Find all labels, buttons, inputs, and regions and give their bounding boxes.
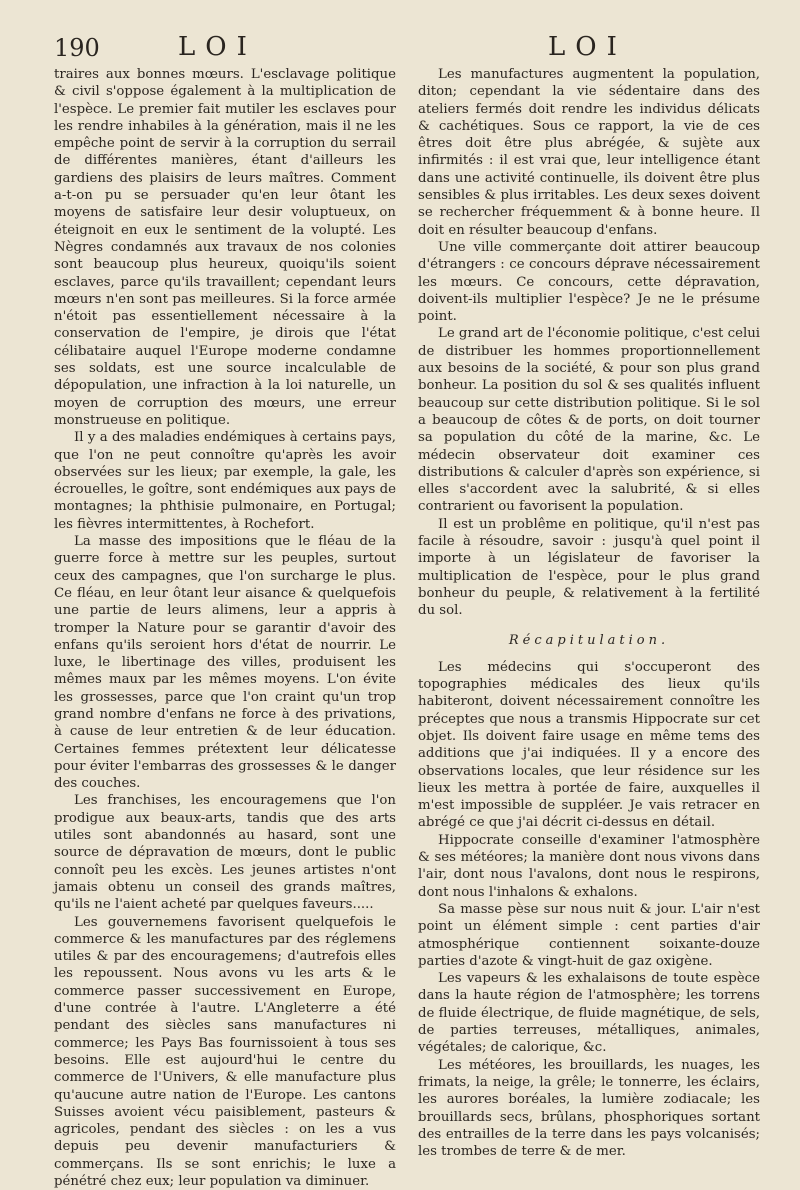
- paragraph: Les médecins qui s'occuperont des topographies médicales des lieux qu'ils habiteront, doivent nécessairement connoître les préceptes que nous a transmis Hippocrate sur cet objet. Ils doivent faire usage en même tems des additions que j'ai indiquées. Il y a encore des observations locales, que leur résidence sur les lieux les mettra à portée de faire, auxquelles il m'est impossible de suppléer. Je vais retracer en abrégé ce que j'ai décrit ci-dessus en détail.: [418, 659, 760, 831]
- page-header: [0, 30, 800, 70]
- paragraph: Les gouvernemens favorisent quelquefois le commerce & les manufactures par des réglemens utiles & par des encouragemens; d'autrefois elles les repoussent. Nous avons vu les arts & le commerce passer successivement en Europe, d'une contrée à l'autre. L'Angleterre a été pendant des siècles sans manufactures ni commerce; les Pays Bas fournissoient à tous ses besoins. Elle est aujourd'hui le centre du commerce de l'Univers, & elle manufacture plus qu'aucune autre nation de l'Europe. Les cantons Suisses avoient vécu paisiblement, pasteurs & agricoles, pendant des siècles : on les a vus depuis peu devenir manufacturiers & commerçans. Ils se sont enrichis; le luxe a pénétré chez eux; leur population va diminuer.: [54, 914, 396, 1189]
- paragraph: traires aux bonnes mœurs. L'esclavage politique & civil s'oppose également à la multiplication de l'espèce. Le premier fait mutiler les esclaves pour les rendre inhabiles à la génération, mais il ne les empêche point de servir à la corruption du serrail de différentes manières, étant d'ailleurs les gardiens des plaisirs de leurs maîtres. Comment a-t-on pu se persuader qu'en leur ôtant les moyens de satisfaire leur desir voluptueux, on éteignoit en eux le sentiment de la volupté. Les Nègres condamnés aux travaux de nos colonies sont beaucoup plus heureux, quoiqu'ils soient esclaves, parce qu'ils travaillent; cependant leurs mœurs n'en sont pas meilleures. Si la force armée n'étoit pas essentiellement nécessaire à la conservation de l'empire, je dirois que l'état célibataire auquel l'Europe moderne condamne ses soldats, est une source incalculable de dépopulation, une infraction à la loi naturelle, un moyen de corruption des mœurs, une erreur monstrueuse en politique.: [54, 67, 396, 428]
- paragraph: Sa masse pèse sur nous nuit & jour. L'air n'est point un élément simple : cent parties d'air atmosphérique contiennent soixante-douze parties d'azote & vingt-huit de gaz oxigène.: [418, 901, 760, 969]
- section-heading: Récapitulation.: [508, 632, 670, 648]
- paragraph: La masse des impositions que le fléau de la guerre force à mettre sur les peuples, surtout ceux des campagnes, que l'on surcharge le plus. Ce fléau, en leur ôtant leur aisance & quelquefois une partie de leurs alimens, leur a appris à tromper la Nature pour se garantir d'avoir des enfans qu'ils seroient hors d'état de nourrir. Le luxe, le libertinage des villes, produisent les mêmes maux par les mêmes moyens. L'on évite les grossesses, parce que l'on craint qu'un trop grand nombre d'enfans ne force à des privations, à cause de leur entretien & de leur éducation. Certaines femmes prétextent leur délicatesse pour éviter l'embarras des grossesses & le danger des couches.: [54, 534, 396, 792]
- paragraph: Les manufactures augmentent la population, diton; cependant la vie sédentaire dans des ateliers fermés doit rendre les individus délicats & cachétiques. Sous ce rapport, la vie de ces êtres doit être plus abrégée, & sujète aux infirmités : il est vrai que, leur intelligence étant dans une activité continuelle, ils doivent être plus sensibles & plus irritables. Les deux sexes doivent se rechercher fréquemment & à bonne heure. Il doit en résulter beaucoup d'enfans.: [418, 67, 760, 238]
- page-number: 190: [54, 34, 100, 62]
- paragraph: Le grand art de l'économie politique, c'est celui de distribuer les hommes proportionnellement aux besoins de la société, & pour son plus grand bonheur. La position du sol & ses qualités influent beaucoup sur cette distribution politique. Si le sol a beaucoup de côtes & de ports, on doit tourner sa population du côté de la marine, &c. Le médecin observateur doit examiner ces distributions & calculer d'après son expérience, si elles s'accordent avec la salubrité, & si elles contrarient ou favorisent la population.: [418, 326, 761, 515]
- paragraph: Les franchises, les encouragemens que l'on prodigue aux beaux-arts, tandis que des arts utiles sont abandonnés au hasard, sont une source de dépravation de mœurs, dont le public connoît peu les excès. Les jeunes artistes n'ont jamais obtenu un conseil des grands maîtres, qu'ils ne l'aient acheté par quelques faveurs.....: [54, 793, 396, 913]
- paragraph: Hippocrate conseille d'examiner l'atmosphère & ses météores; la manière dont nous vivons dans l'air, dont nous l'avalons, dont nous le respirons, dont nous l'inhalons & exhalons.: [418, 832, 760, 900]
- paragraph: Les vapeurs & les exhalaisons de toute espèce dans la haute région de l'atmosphère; les torrens de fluide électrique, de fluide magnétique, de sels, de parties terreuses, métalliques, animales, végétales; de calorique, &c.: [418, 971, 760, 1056]
- running-head-right: LOI: [548, 32, 627, 62]
- running-head-left: LOI: [178, 32, 257, 62]
- left-column: [54, 66, 396, 1190]
- paragraph: Il y a des maladies endémiques à certains pays, que l'on ne peut connoître qu'après les avoir observées sur les lieux; par exemple, la gale, les écrouelles, le goître, sont endémiques aux pays de montagnes; la phthisie pulmonaire, en Portugal; les fièvres intermittentes, à Rochefort.: [54, 430, 396, 532]
- right-column: [418, 66, 760, 1160]
- paragraph: Il est un problême en politique, qu'il n'est pas facile à résoudre, savoir : jusqu'à quel point il importe à un législateur de favoriser la multiplication de l'espèce, pour le plus grand bonheur du peuple, & relativement à la fertilité du sol.: [418, 516, 760, 619]
- paragraph: Les météores, les brouillards, les nuages, les frimats, la neige, la grêle; le tonnerre, les éclairs, les aurores boréales, la lumière zodiacale; les brouillards secs, brûlans, phosphoriques sortant des entrailles de la terre dans les pays volcanisés; les trombes de terre & de mer.: [418, 1057, 760, 1160]
- paragraph: Une ville commerçante doit attirer beaucoup d'étrangers : ce concours déprave nécessairement les mœurs. Ce concours, cette dépravation, doivent-ils multiplier l'espèce? Je ne le présume point.: [418, 239, 760, 325]
